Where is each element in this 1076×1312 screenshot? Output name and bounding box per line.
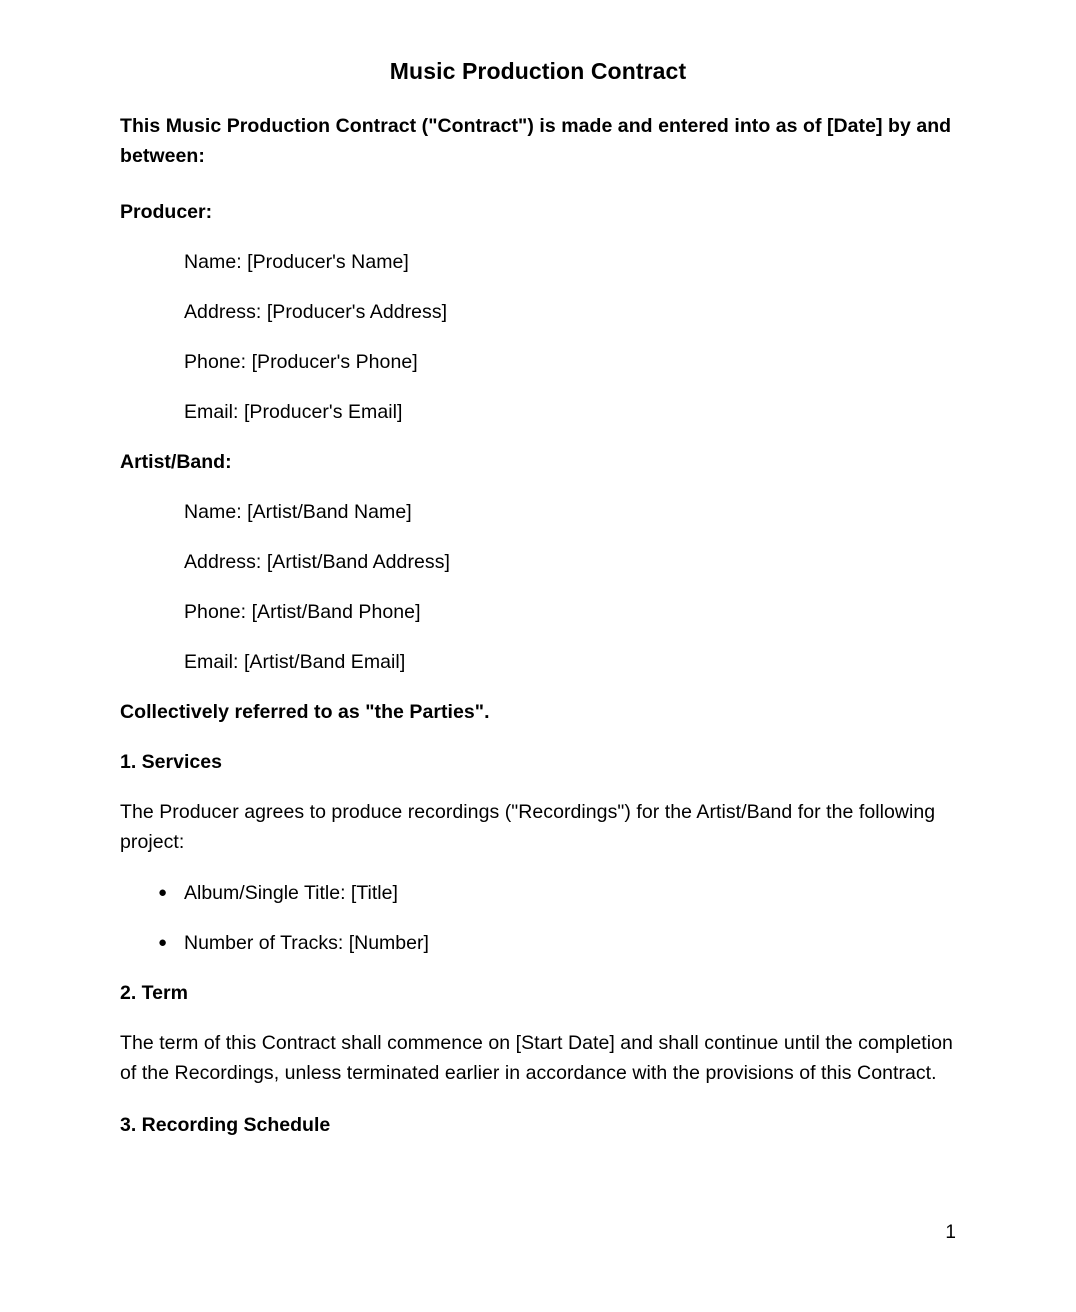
- producer-email-line: Email: [Producer's Email]: [184, 401, 403, 423]
- producer-phone-line: Phone: [Producer's Phone]: [184, 351, 418, 373]
- list-item-label: Number of Tracks: [Number]: [184, 932, 429, 954]
- list-item-label: Album/Single Title: [Title]: [184, 882, 398, 904]
- list-item: [120, 878, 956, 908]
- section-heading-recording-schedule: 3. Recording Schedule: [120, 1114, 331, 1136]
- artist-email-line: Email: [Artist/Band Email]: [184, 651, 406, 673]
- artist-phone-line: Phone: [Artist/Band Phone]: [184, 601, 421, 623]
- artist-heading: Artist/Band:: [120, 451, 232, 473]
- producer-name-line: Name: [Producer's Name]: [184, 251, 409, 273]
- bullet-dot-icon: ●: [158, 934, 168, 951]
- services-bullet-list: [120, 878, 956, 958]
- section-body-services: The Producer agrees to produce recordings ("Recordings") for the Artist/Band for the following project:: [120, 801, 936, 853]
- artist-name-line: Name: [Artist/Band Name]: [184, 501, 412, 523]
- intro-paragraph: This Music Production Contract ("Contract") is made and entered into as of [Date] by and between:: [120, 115, 952, 167]
- section-heading-services: 1. Services: [120, 751, 222, 773]
- document-body: [120, 0, 956, 1140]
- collective-statement: Collectively referred to as "the Parties".: [120, 701, 490, 723]
- page-number: 1: [945, 1222, 956, 1243]
- bullet-dot-icon: ●: [158, 884, 168, 901]
- artist-address-line: Address: [Artist/Band Address]: [184, 551, 450, 573]
- list-item: [120, 928, 956, 958]
- section-body-term: The term of this Contract shall commence on [Start Date] and shall continue until the completion of the Recordings, unless terminated earlier in accordance with the provisions of this Contract.: [120, 1032, 953, 1084]
- page-title: Music Production Contract: [389, 58, 687, 84]
- producer-heading: Producer:: [120, 201, 213, 223]
- producer-address-line: Address: [Producer's Address]: [184, 301, 448, 323]
- section-heading-term: 2. Term: [120, 982, 188, 1004]
